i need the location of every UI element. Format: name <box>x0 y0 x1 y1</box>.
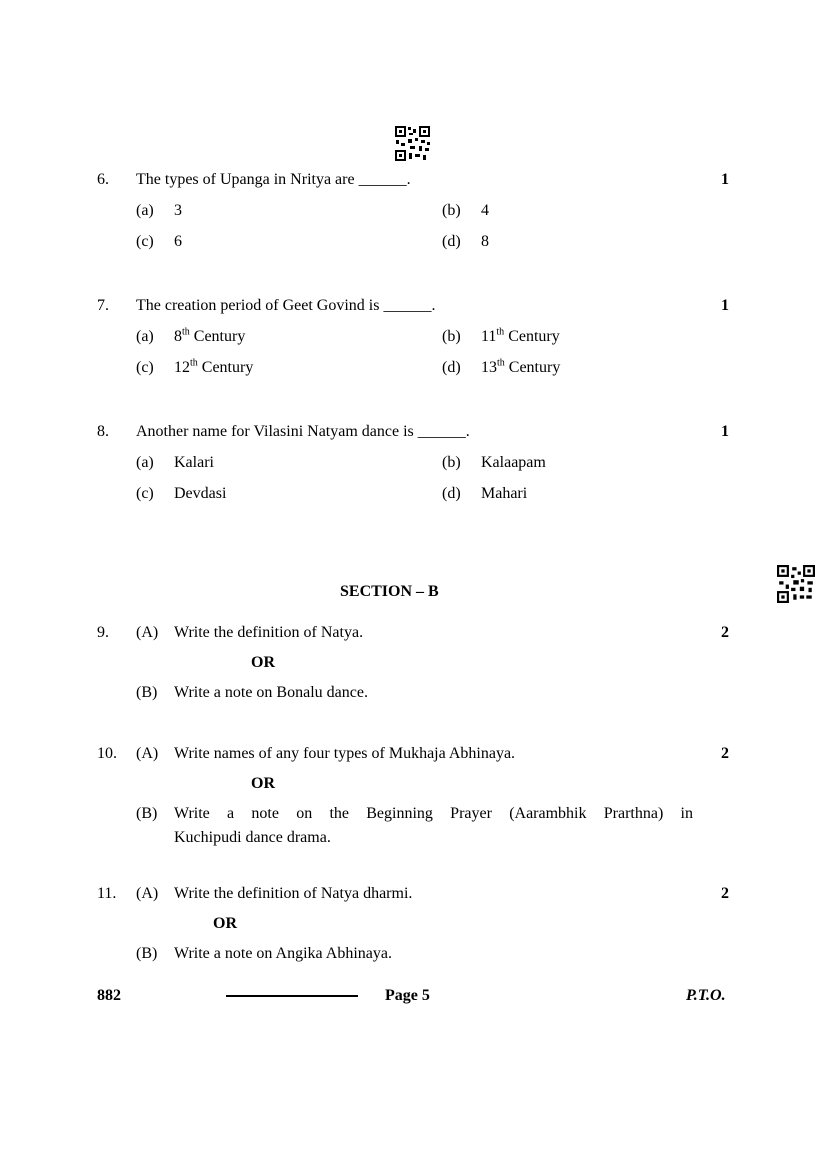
q7-option-b-ordinal: 11 <box>481 328 497 345</box>
q7-option-d-label: (d) <box>442 359 461 376</box>
q7-option-c-sup: th <box>190 357 198 369</box>
q8-option-c-label: (c) <box>136 485 154 502</box>
q11-a-text: Write the definition of Natya dharmi. <box>174 885 413 902</box>
q9-a-label: (A) <box>136 624 159 641</box>
q7-option-d-sup: th <box>497 357 505 369</box>
q7-option-b <box>481 327 560 347</box>
q6-option-c-label: (c) <box>136 233 154 250</box>
q9-b-text: Write a note on Bonalu dance. <box>174 684 368 701</box>
q7-option-b-sup: th <box>496 326 505 338</box>
q7-marks: 1 <box>721 297 729 314</box>
q7-option-d-text: Century <box>508 359 561 376</box>
q11-b-label: (B) <box>136 945 158 962</box>
q10-a-text: Write names of any four types of Mukhaja Abhinaya. <box>174 745 516 762</box>
qr-code-top <box>395 126 430 161</box>
q7-text: The creation period of Geet Govind is ______. <box>136 297 436 314</box>
q9-number: 9. <box>97 624 109 641</box>
q6-option-a-label: (a) <box>136 202 154 219</box>
q8-text: Another name for Vilasini Natyam dance is ______. <box>136 423 470 440</box>
q7-option-a-sup: th <box>182 326 190 338</box>
q7-option-c-ordinal: 12 <box>174 359 190 376</box>
q8-option-c-text: Devdasi <box>174 485 227 502</box>
q6-number: 6. <box>97 171 109 188</box>
q7-option-a-label: (a) <box>136 328 154 345</box>
page-number: Page 5 <box>385 987 430 1004</box>
q11-b-text: Write a note on Angika Abhinaya. <box>174 945 392 962</box>
q10-b-label: (B) <box>136 805 158 822</box>
q7-option-c-text: Century <box>201 359 254 376</box>
q7-option-d <box>481 358 560 378</box>
q6-option-d-label: (d) <box>442 233 461 250</box>
q6-option-b-text: 4 <box>481 202 489 219</box>
q10-or: OR <box>251 775 275 792</box>
qr-code-side <box>777 565 815 603</box>
q7-option-d-ordinal: 13 <box>481 359 497 376</box>
q8-option-a-label: (a) <box>136 454 154 471</box>
paper-code: 882 <box>97 987 121 1004</box>
q11-a-label: (A) <box>136 885 159 902</box>
q9-b-label: (B) <box>136 684 158 701</box>
q6-marks: 1 <box>721 171 729 188</box>
q7-option-c-label: (c) <box>136 359 154 376</box>
q7-option-a-ordinal: 8 <box>174 328 182 345</box>
q7-option-b-label: (b) <box>442 328 461 345</box>
q10-b-text-line2: Kuchipudi dance drama. <box>174 829 331 846</box>
q7-option-b-text: Century <box>508 328 560 345</box>
q6-option-b-label: (b) <box>442 202 461 219</box>
section-heading: SECTION – B <box>340 583 439 600</box>
q7-option-c <box>174 358 253 378</box>
q9-marks: 2 <box>721 624 729 641</box>
q10-marks: 2 <box>721 745 729 762</box>
q10-a-label: (A) <box>136 745 159 762</box>
pto-label: P.T.O. <box>686 987 726 1004</box>
q6-text: The types of Upanga in Nritya are ______. <box>136 171 411 188</box>
q7-option-a <box>174 327 245 347</box>
q7-option-a-text: Century <box>193 328 246 345</box>
q7-number: 7. <box>97 297 109 314</box>
q9-a-text: Write the definition of Natya. <box>174 624 364 641</box>
q10-b-text-line1: Write a note on the Beginning Prayer (Aarambhik Prarthna) in <box>174 805 693 822</box>
q8-option-b-label: (b) <box>442 454 461 471</box>
q11-or: OR <box>213 915 237 932</box>
q8-marks: 1 <box>721 423 729 440</box>
q8-option-a-text: Kalari <box>174 454 214 471</box>
q9-or: OR <box>251 654 275 671</box>
q8-option-b-text: Kalaapam <box>481 454 546 471</box>
q10-number: 10. <box>97 745 117 762</box>
footer-rule <box>226 995 358 997</box>
q6-option-a-text: 3 <box>174 202 182 219</box>
q8-option-d-label: (d) <box>442 485 461 502</box>
q11-number: 11. <box>97 885 117 902</box>
q11-marks: 2 <box>721 885 729 902</box>
q8-option-d-text: Mahari <box>481 485 528 502</box>
q6-option-c-text: 6 <box>174 233 182 250</box>
q6-option-d-text: 8 <box>481 233 489 250</box>
q8-number: 8. <box>97 423 109 440</box>
